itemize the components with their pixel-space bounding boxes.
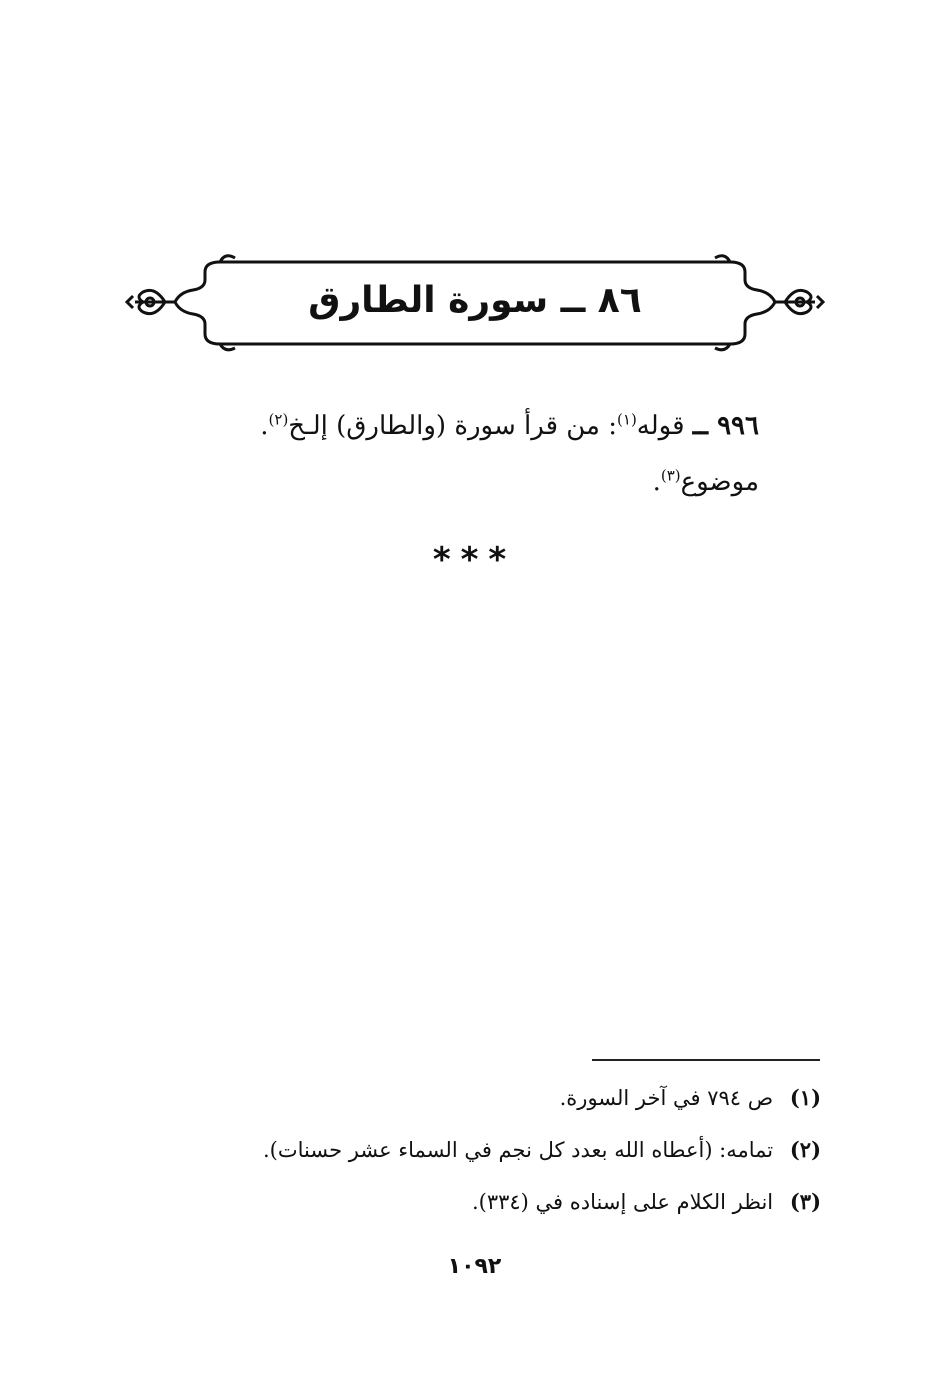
footnote-number: (١) <box>789 1085 821 1110</box>
footnote-item <box>201 1176 821 1228</box>
entry-verdict-end: . <box>652 467 661 497</box>
hadith-entry <box>199 398 759 510</box>
entry-verdict: موضوع <box>680 467 759 497</box>
surah-title: ٨٦ ــ سورة الطارق <box>308 280 642 321</box>
entry-number: ٩٩٦ ــ <box>692 411 759 441</box>
footnote-number: (٣) <box>789 1189 821 1214</box>
footnote-ref-1[interactable]: (١) <box>617 410 637 429</box>
entry-text-part2: : من قرأ سورة (والطارق) إلـخ <box>288 411 618 441</box>
footnote-text: ص ٧٩٤ في آخر السورة. <box>559 1086 774 1110</box>
footnote-ref-3[interactable]: (٣) <box>660 466 681 485</box>
footnote-item <box>201 1072 821 1124</box>
entry-text-part1: قوله <box>636 411 685 441</box>
verdict-line <box>199 454 759 510</box>
entry-text-part3: . <box>260 411 269 441</box>
footnote-number: (٢) <box>789 1137 821 1162</box>
footnote-text: انظر الكلام على إسناده في (٣٣٤). <box>471 1190 774 1214</box>
footnote-divider <box>592 1059 820 1061</box>
footnote-item <box>201 1124 821 1176</box>
footnote-ref-2[interactable]: (٢) <box>268 410 289 429</box>
page-number: ١٠٩٢ <box>447 1254 502 1279</box>
section-separator: *** <box>432 540 517 580</box>
entry-line <box>199 398 759 454</box>
footnotes <box>201 1072 821 1228</box>
footnote-text: تمامه: (أعطاه الله بعدد كل نجم في السماء عشر حسنات). <box>262 1138 774 1162</box>
surah-title-frame <box>125 250 825 355</box>
